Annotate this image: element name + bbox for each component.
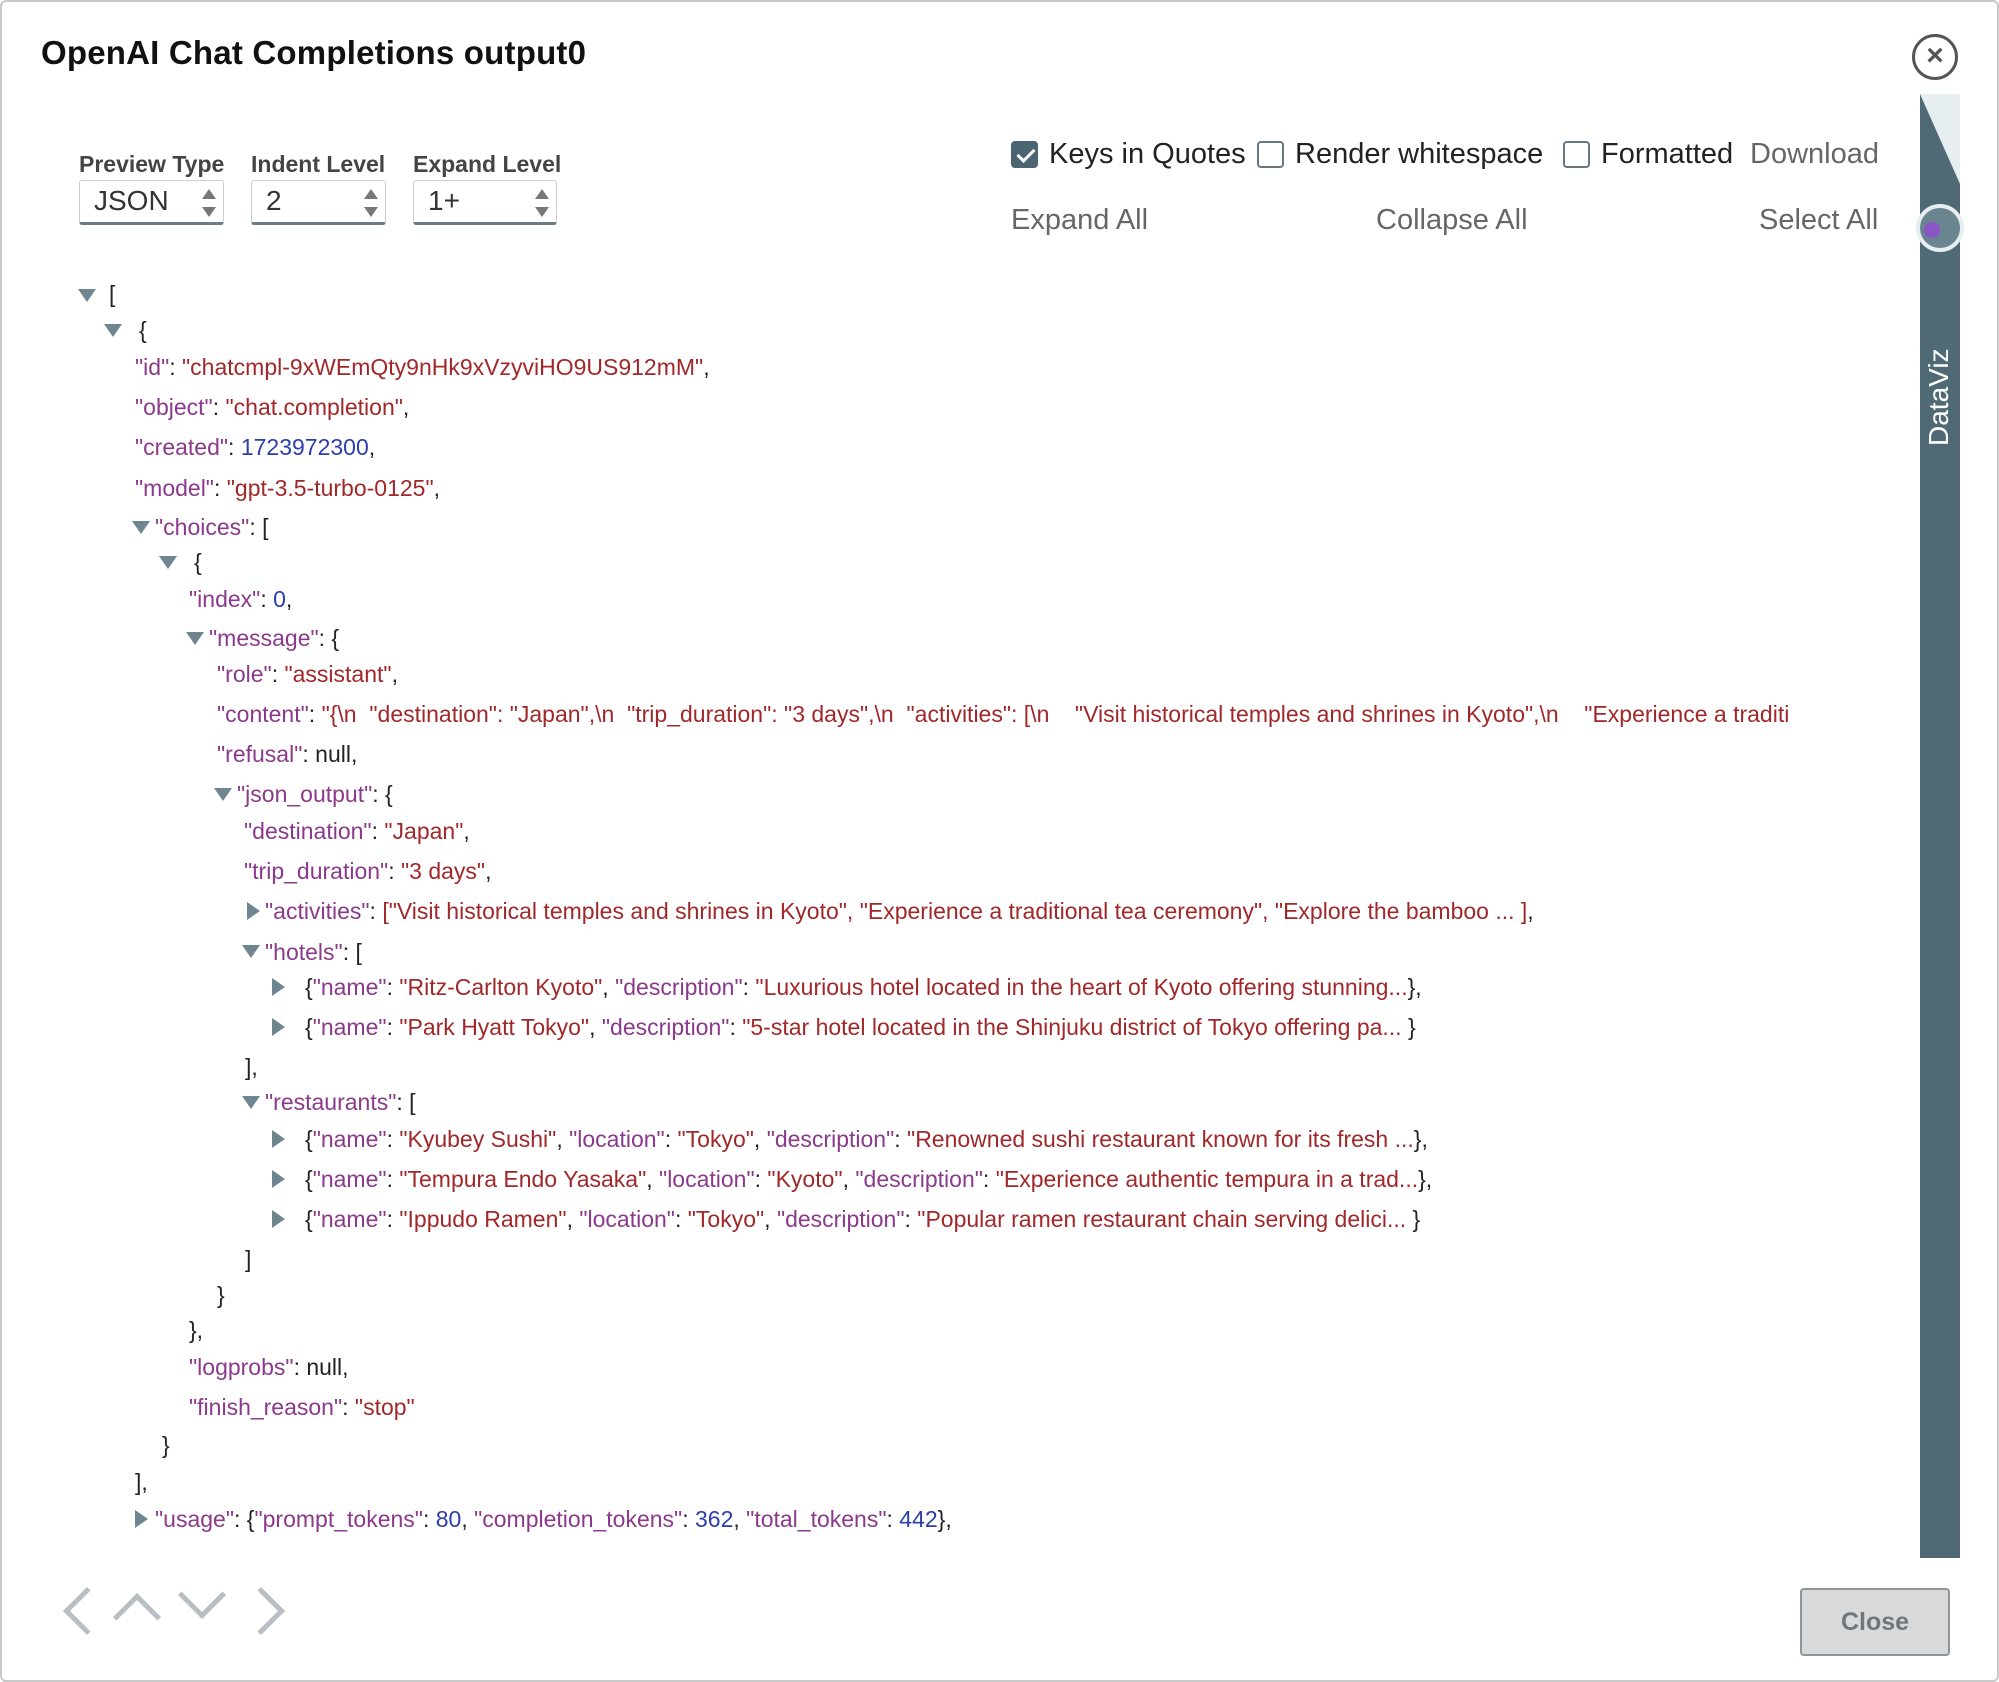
tree-line: "created": 1723972300, <box>135 434 376 460</box>
collapse-toggle-icon[interactable] <box>242 1096 260 1109</box>
tree-line: "index": 0, <box>189 586 293 612</box>
tree-line: {"name": "Kyubey Sushi", "location": "Tokyo", "description": "Renowned sushi restaurant known for its fresh ...}, <box>305 1126 1428 1152</box>
collapse-toggle-icon[interactable] <box>186 632 204 645</box>
expand-toggle-icon[interactable] <box>247 902 260 920</box>
tree-line: "finish_reason": "stop" <box>189 1394 415 1420</box>
indent-level-label: Indent Level <box>251 151 386 177</box>
chevron-left-icon[interactable] <box>63 1587 111 1635</box>
collapse-toggle-icon[interactable] <box>159 556 177 569</box>
collapse-all-button[interactable]: Collapse All <box>1376 204 1528 236</box>
tree-line: } <box>162 1432 170 1458</box>
tree-line: "message": { <box>209 625 340 651</box>
tree-line: "activities": ["Visit historical temples and shrines in Kyoto", "Experience a traditional tea ceremony", "Explore the bamboo ... ], <box>265 898 1534 924</box>
chevron-right-icon[interactable] <box>237 1587 285 1635</box>
tree-line: ] <box>245 1246 252 1272</box>
tree-line: "id": "chatcmpl-9xWEmQty9nHk9xVzyviHO9US912mM", <box>135 354 710 380</box>
tree-line: {"name": "Tempura Endo Yasaka", "location": "Kyoto", "description": "Experience authentic tempura in a trad...}, <box>305 1166 1433 1192</box>
collapse-toggle-icon[interactable] <box>242 945 260 958</box>
close-circle-icon[interactable]: × <box>1912 34 1958 80</box>
expand-toggle-icon[interactable] <box>272 1018 285 1036</box>
tree-line: {"name": "Park Hyatt Tokyo", "description": "5-star hotel located in the Shinjuku district of Tokyo offering pa... } <box>305 1014 1416 1040</box>
tree-line: {"name": "Ritz-Carlton Kyoto", "description": "Luxurious hotel located in the heart of Kyoto offering stunning...}, <box>305 974 1422 1000</box>
select-all-button[interactable]: Select All <box>1759 204 1879 236</box>
tree-line: { <box>139 317 147 343</box>
tree-line: "content": "{\n "destination": "Japan",\n "trip_duration": "3 days",\n "activities": [\n "Visit historical temples and shrines in Kyoto",\n "Experience a traditi <box>217 701 1790 727</box>
dataviz-sidebar[interactable] <box>1920 94 1960 1558</box>
keys-in-quotes-label: Keys in Quotes <box>1049 138 1246 170</box>
render-whitespace-label: Render whitespace <box>1295 138 1544 170</box>
expand-level-value: 1+ <box>428 185 460 216</box>
expand-toggle-icon[interactable] <box>272 978 285 996</box>
spinner-arrows-icon <box>534 187 550 219</box>
expand-toggle-icon[interactable] <box>272 1170 285 1188</box>
tree-line: "trip_duration": "3 days", <box>244 858 492 884</box>
indent-level-value: 2 <box>266 185 282 216</box>
keys-in-quotes-option[interactable] <box>1011 138 1246 171</box>
expand-toggle-icon[interactable] <box>272 1130 285 1148</box>
tree-line: "restaurants": [ <box>265 1089 416 1115</box>
tree-line: "destination": "Japan", <box>244 818 470 844</box>
indent-level-stepper[interactable] <box>251 180 386 225</box>
preview-type-label: Preview Type <box>79 151 225 177</box>
tree-line: "usage": {"prompt_tokens": 80, "completion_tokens": 362, "total_tokens": 442}, <box>155 1506 952 1532</box>
collapse-toggle-icon[interactable] <box>104 324 122 337</box>
collapse-corner-icon[interactable] <box>1920 94 1960 184</box>
tree-line: } <box>217 1282 225 1308</box>
dialog-title: OpenAI Chat Completions output0 <box>41 34 587 71</box>
tree-line: "model": "gpt-3.5-turbo-0125", <box>135 475 440 501</box>
formatted-option[interactable] <box>1563 138 1733 171</box>
preview-type-value: JSON <box>94 185 169 216</box>
collapse-toggle-icon[interactable] <box>78 289 96 302</box>
expand-all-button[interactable]: Expand All <box>1011 204 1149 236</box>
dataviz-pie-icon[interactable] <box>1916 204 1964 252</box>
preview-type-select[interactable] <box>79 180 224 225</box>
close-button[interactable]: Close <box>1800 1588 1950 1656</box>
formatted-checkbox[interactable] <box>1563 141 1590 168</box>
spinner-arrows-icon <box>201 187 217 219</box>
expand-toggle-icon[interactable] <box>135 1510 148 1528</box>
tree-line: "choices": [ <box>155 514 269 540</box>
tree-line: }, <box>189 1317 204 1343</box>
expand-toggle-icon[interactable] <box>272 1210 285 1228</box>
expand-level-stepper[interactable] <box>413 180 557 225</box>
tree-line: "logprobs": null, <box>189 1354 349 1380</box>
render-whitespace-option[interactable] <box>1257 138 1543 171</box>
tree-line: "json_output": { <box>237 781 393 807</box>
dataviz-label: DataViz <box>1923 348 1954 446</box>
tree-line: ], <box>135 1469 148 1495</box>
tree-line: "role": "assistant", <box>217 661 398 687</box>
tree-line: {"name": "Ippudo Ramen", "location": "Tokyo", "description": "Popular ramen restaurant chain serving delici... } <box>305 1206 1421 1232</box>
render-whitespace-checkbox[interactable] <box>1257 141 1284 168</box>
collapse-toggle-icon[interactable] <box>214 788 232 801</box>
tree-line: "refusal": null, <box>217 741 358 767</box>
download-button[interactable]: Download <box>1750 138 1879 170</box>
keys-in-quotes-checkbox[interactable] <box>1011 141 1038 168</box>
spinner-arrows-icon <box>363 187 379 219</box>
tree-line: ], <box>245 1054 258 1080</box>
tree-line: "hotels": [ <box>265 939 362 965</box>
tree-line: { <box>194 549 202 575</box>
collapse-toggle-icon[interactable] <box>132 521 150 534</box>
expand-level-label: Expand Level <box>413 151 562 177</box>
tree-line: "object": "chat.completion", <box>135 394 410 420</box>
tree-line: [ <box>109 281 116 307</box>
chevron-up-icon[interactable] <box>113 1593 161 1641</box>
chevron-down-icon[interactable] <box>178 1571 226 1619</box>
formatted-label: Formatted <box>1601 138 1734 170</box>
